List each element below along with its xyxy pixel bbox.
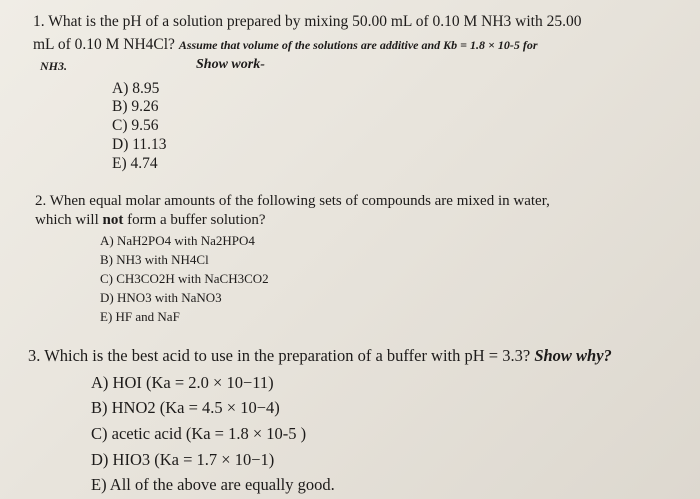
q2-line2 <box>35 212 266 229</box>
q2-choice-c: C) CH3CO2H with NaCH3CO2 <box>100 271 269 286</box>
q2-choice-e: E) HF and NaF <box>100 309 180 324</box>
q2-line2-pre: which will <box>35 212 103 228</box>
q1-line3 <box>40 57 67 75</box>
q1-nh3-label: NH3. <box>40 59 67 73</box>
q1-choice-e: E) 4.74 <box>112 155 158 172</box>
q1-choice-b: B) 9.26 <box>112 98 159 115</box>
q1-assumption-note: Assume that volume of the solutions are additive and Kb = 1.8 × 10-5 for <box>178 38 538 52</box>
q3-question-text: 3. Which is the best acid to use in the preparation of a buffer with pH = 3.3? <box>28 346 531 365</box>
q3-show-why: Show why? <box>534 346 612 365</box>
q1-line2-main: mL of 0.10 M NH4Cl? <box>33 36 175 53</box>
q2-choice-b: B) NH3 with NH4Cl <box>100 252 209 267</box>
q1-choice-d: D) 11.13 <box>112 136 167 153</box>
q2-line1: 2. When equal molar amounts of the following sets of compounds are mixed in water, <box>35 193 550 209</box>
q2-choice-a: A) NaH2PO4 with Na2HPO4 <box>100 233 255 248</box>
q2-line2-post: form a buffer solution? <box>123 212 266 228</box>
q3-choice-a: A) HOI (Ka = 2.0 × 10−11) <box>91 373 274 392</box>
q2-choice-d: D) HNO3 with NaNO3 <box>100 290 222 305</box>
q1-choice-c: C) 9.56 <box>112 117 159 134</box>
q1-show-work: Show work- <box>196 57 265 72</box>
q3-choice-e: E) All of the above are equally good. <box>91 475 335 494</box>
q1-choice-a: A) 8.95 <box>112 80 160 97</box>
q3-line1 <box>28 346 612 366</box>
q1-line2 <box>33 36 538 54</box>
q3-choice-b: B) HNO2 (Ka = 4.5 × 10−4) <box>91 398 280 417</box>
q3-choice-d: D) HIO3 (Ka = 1.7 × 10−1) <box>91 450 275 469</box>
q2-not-emphasis: not <box>102 212 124 228</box>
q3-choice-c: C) acetic acid (Ka = 1.8 × 10-5 ) <box>91 424 307 443</box>
q1-line1: 1. What is the pH of a solution prepared by mixing 50.00 mL of 0.10 M NH3 with 25.00 <box>33 13 582 30</box>
